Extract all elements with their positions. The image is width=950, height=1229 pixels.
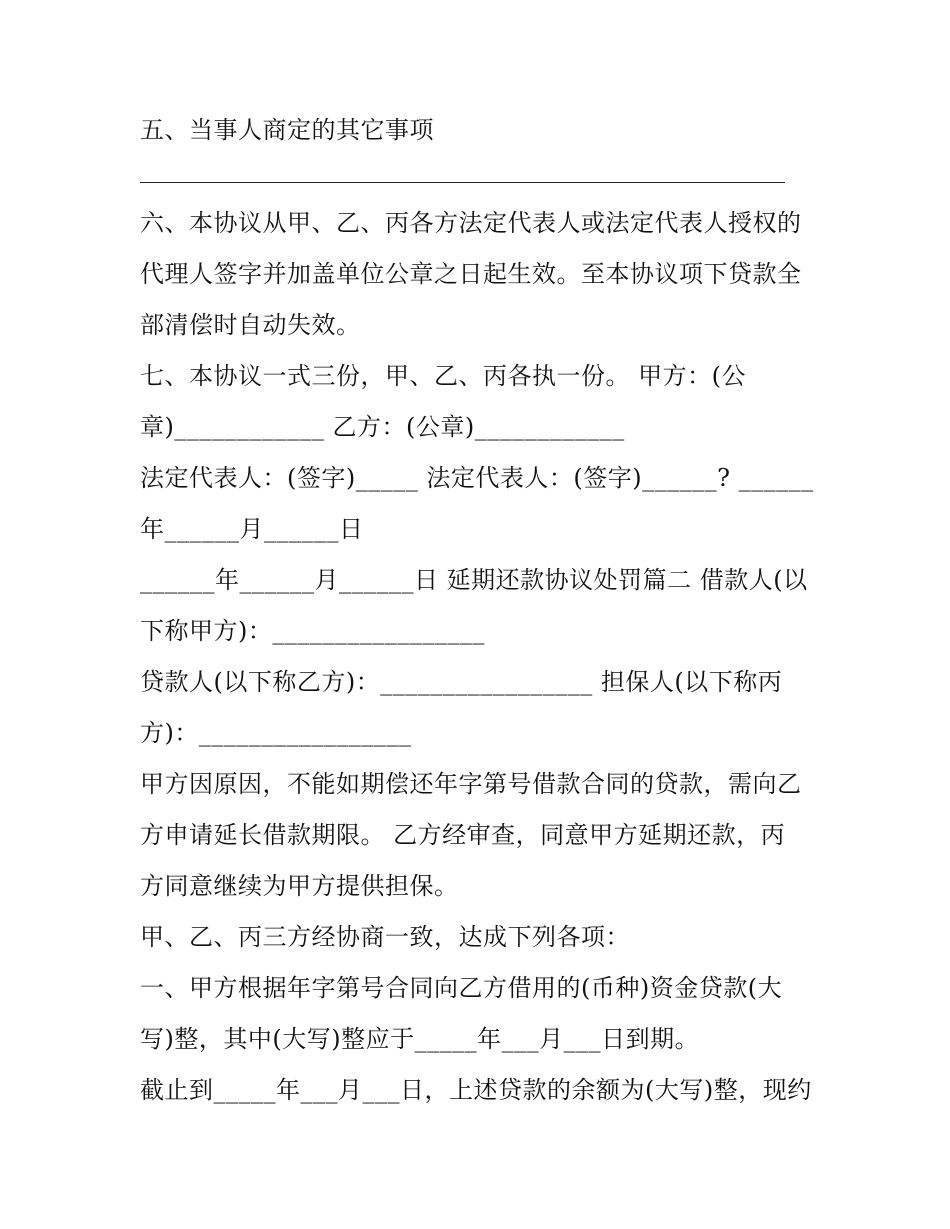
section-six-line-1: 六、本协议从甲、乙、丙各方法定代表人或法定代表人授权的: [140, 209, 802, 237]
guarantor-line: 方)：_________________: [140, 719, 412, 747]
body-paragraph-line-3: 方同意继续为甲方提供担保。: [140, 872, 459, 900]
signature-line: 法定代表人：(签字)_____ 法定代表人：(签字)______? ______: [140, 464, 814, 492]
date-line-1: 年______月______日: [140, 515, 364, 543]
seal-line: 章)____________ 乙方：(公章)____________: [140, 413, 625, 441]
section-six-line-3: 部清偿时自动失效。: [140, 311, 361, 339]
blank-fill-line: [140, 182, 785, 183]
item-one-line-1: 一、甲方根据年字第号合同向乙方借用的(币种)资金贷款(大: [140, 974, 783, 1002]
date-line-2: ______年______月______日 延期还款协议处罚篇二 借款人(以: [140, 566, 808, 594]
section-six-line-2: 代理人签字并加盖单位公章之日起生效。至本协议项下贷款全: [140, 260, 802, 288]
body-paragraph-line-1: 甲方因原因，不能如期偿还年字第号借款合同的贷款，需向乙: [140, 770, 802, 798]
agreement-intro-line: 甲、乙、丙三方经协商一致，达成下列各项：: [140, 923, 630, 951]
body-paragraph-line-2: 方申请延长借款期限。 乙方经审查，同意甲方延期还款，丙: [140, 821, 786, 849]
lender-guarantor-line: 贷款人(以下称乙方)：_________________ 担保人(以下称丙: [140, 668, 783, 696]
section-five-heading: 五、当事人商定的其它事项: [140, 116, 434, 144]
item-one-line-2: 写)整，其中(大写)整应于_____年___月___日到期。: [140, 1025, 700, 1053]
borrower-line: 下称甲方)：_________________: [140, 617, 485, 645]
balance-line: 截止到_____年___月___日，上述贷款的余额为(大写)整，现约: [140, 1076, 812, 1104]
section-seven-line-1: 七、本协议一式三份，甲、乙、丙各执一份。 甲方：(公: [140, 362, 746, 390]
